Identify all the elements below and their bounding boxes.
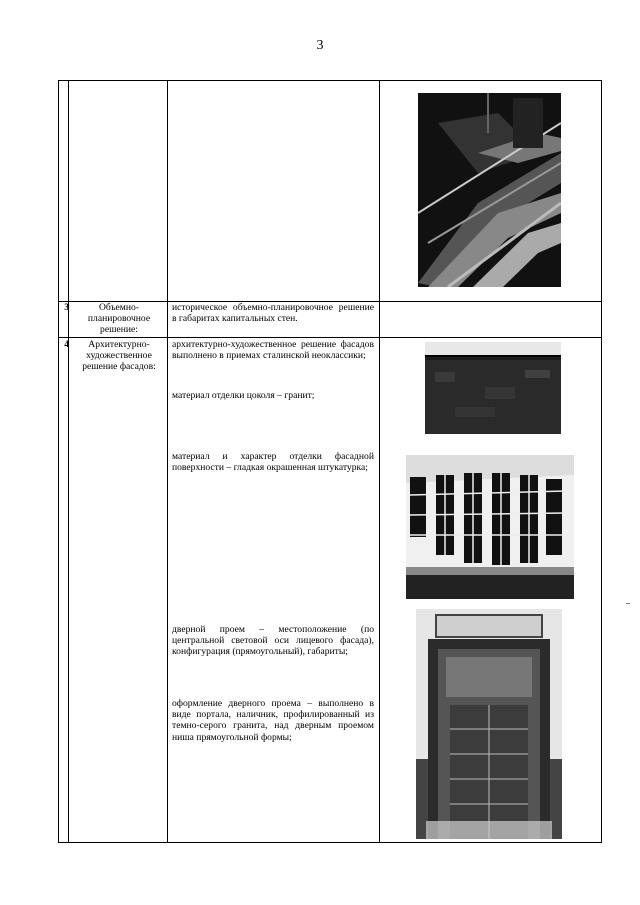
row-title: Архитектурно-художественное решение фасадов: — [82, 339, 156, 373]
row-number: 3 — [64, 302, 69, 313]
row-description: материал отделки цоколя – гранит; — [172, 390, 315, 401]
row-description: архитектурно-художественное решение фасадов выполнено в приемах сталинской неоклассики; — [172, 339, 374, 362]
granite-plinth-photo — [425, 342, 561, 434]
margin-mark — [626, 603, 630, 604]
row-description: оформление дверного проема – выполнено в виде портала, наличник, профилированный из темно-серого гранита, над дверным проемом ниша прямоугольной формы; — [172, 698, 374, 743]
interior-staircase-photo — [418, 93, 561, 287]
row-description: историческое объемно-планировочное решение в габаритах капитальных стен. — [172, 302, 374, 325]
row-number: 4 — [64, 339, 69, 350]
row-description: дверной проем – местоположение (по центральной световой оси лицевого фасада), конфигурация (прямоугольный), габариты; — [172, 624, 374, 658]
document-table — [58, 80, 602, 843]
facade-windows-photo — [406, 455, 574, 599]
entrance-portal-photo — [416, 609, 562, 839]
page-number: 3 — [316, 38, 324, 53]
row-title: Объемно-планировочное решение: — [87, 302, 151, 336]
row-description: материал и характер отделки фасадной поверхности – гладкая окрашенная штукатурка; — [172, 451, 374, 474]
